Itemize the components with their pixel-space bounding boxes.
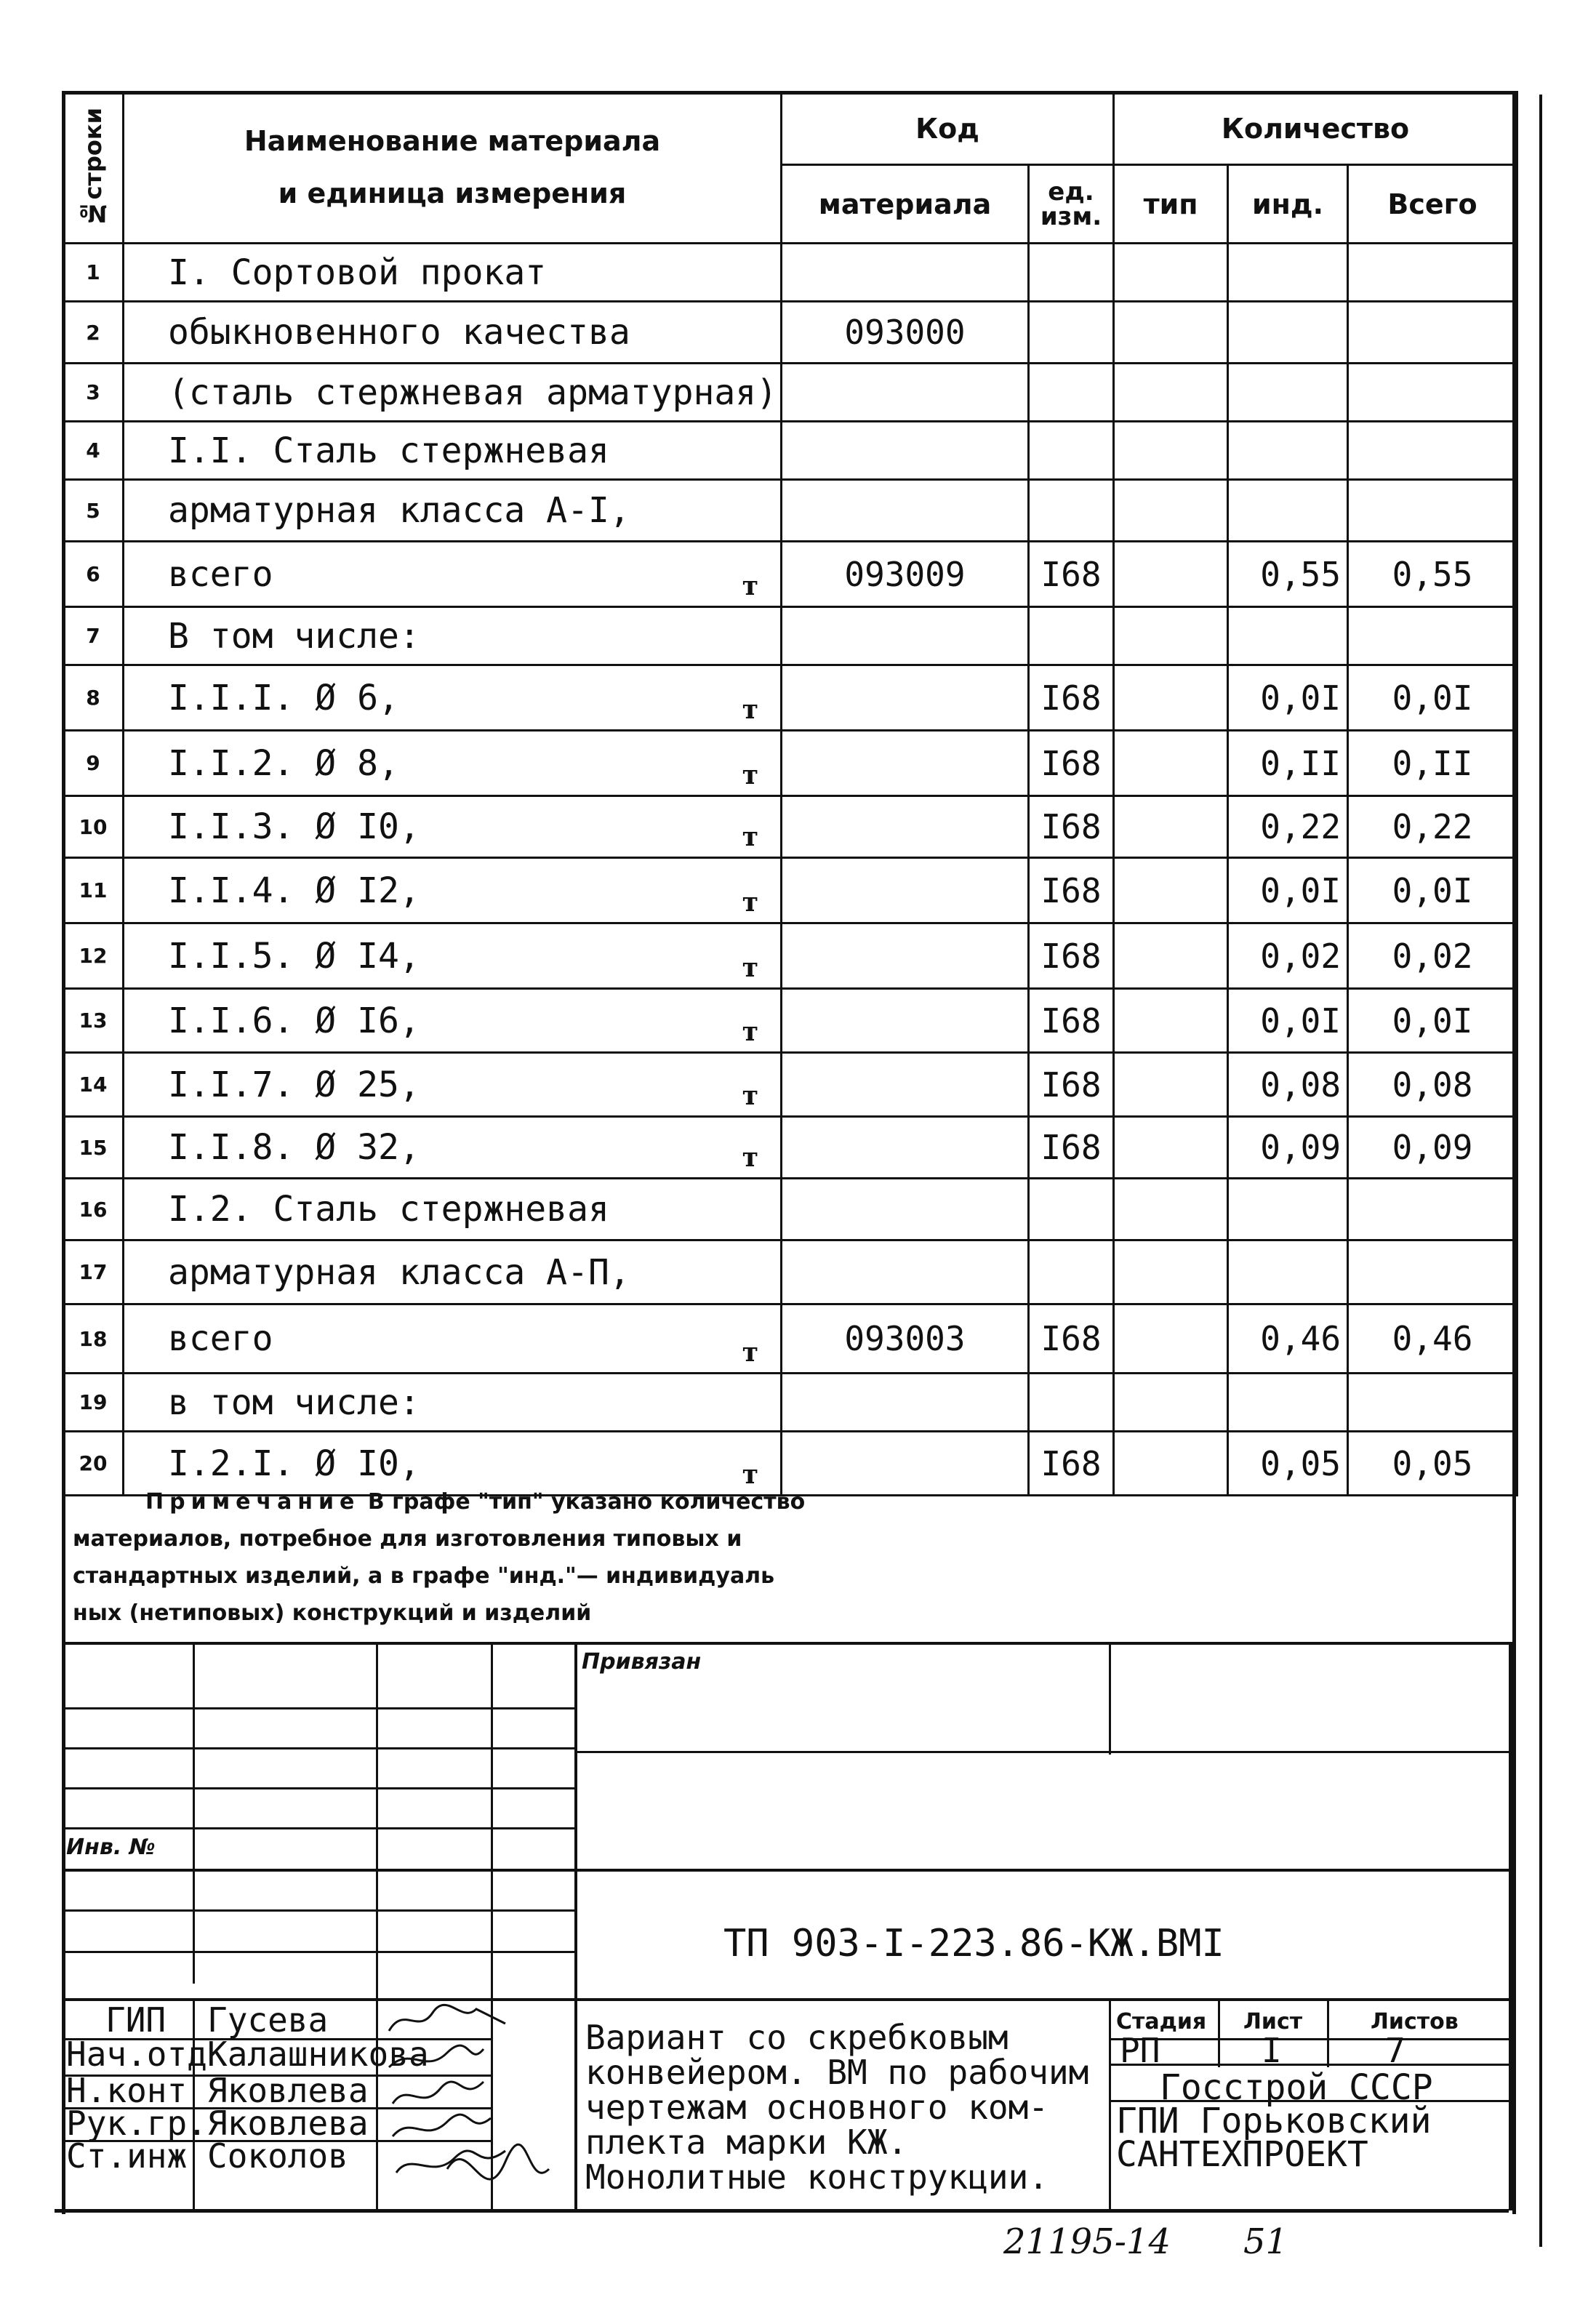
stage-value: РП xyxy=(1120,2031,1160,2070)
material-name: арматурная класса А-П, xyxy=(124,1240,782,1304)
individual-quantity xyxy=(1228,244,1348,302)
table-row xyxy=(63,422,1517,480)
note-line1: В графе "тип" указано количество xyxy=(367,1489,806,1515)
unit-of-measure: т xyxy=(742,1017,758,1047)
material-code xyxy=(782,1053,1029,1117)
total-quantity: 0,08 xyxy=(1348,1053,1517,1117)
individual-quantity: 0,08 xyxy=(1228,1053,1348,1117)
role-gip: ГИП xyxy=(105,2000,167,2040)
unit-of-measure: т xyxy=(742,1142,758,1173)
table-row xyxy=(63,364,1517,422)
total-quantity xyxy=(1348,302,1517,364)
name-head-dept: Калашникова xyxy=(207,2035,429,2074)
type-quantity xyxy=(1114,422,1228,480)
type-quantity xyxy=(1114,1117,1228,1179)
material-code xyxy=(782,244,1029,302)
material-name: (сталь стержневая арматурная) xyxy=(124,364,782,422)
material-code xyxy=(782,796,1029,858)
unit-code xyxy=(1029,1240,1114,1304)
type-quantity xyxy=(1114,364,1228,422)
total-quantity: 0,55 xyxy=(1348,542,1517,607)
individual-quantity: 0,22 xyxy=(1228,796,1348,858)
row-number: 20 xyxy=(63,1432,124,1496)
unit-code: I68 xyxy=(1029,858,1114,923)
table-row xyxy=(63,858,1517,923)
header-material: материала xyxy=(782,165,1029,244)
type-quantity xyxy=(1114,923,1228,989)
row-number: 4 xyxy=(63,422,124,480)
material-code: 093000 xyxy=(782,302,1029,364)
role-head-dept: Нач.отд xyxy=(66,2035,207,2074)
note-line2: материалов, потребное для изготовления типовых и xyxy=(73,1526,742,1552)
right-margin-line xyxy=(1539,95,1542,2247)
total-quantity xyxy=(1348,244,1517,302)
unit-of-measure: т xyxy=(742,822,758,852)
unit-code xyxy=(1029,480,1114,542)
header-name: Наименование материала и единица измерения xyxy=(124,92,782,244)
row-number: 16 xyxy=(63,1179,124,1240)
total-quantity: 0,09 xyxy=(1348,1117,1517,1179)
table-row xyxy=(63,1179,1517,1240)
unit-code xyxy=(1029,244,1114,302)
row-number: 7 xyxy=(63,607,124,665)
attached-label: Привязан xyxy=(582,1649,702,1675)
table-row xyxy=(63,731,1517,796)
unit-code: I68 xyxy=(1029,1304,1114,1374)
individual-quantity xyxy=(1228,1374,1348,1432)
individual-quantity: 0,0I xyxy=(1228,989,1348,1053)
material-code xyxy=(782,1240,1029,1304)
organization: Госстрой СССР ГПИ Горьковский САНТЕХПРОЕКТ xyxy=(1116,2067,1433,2175)
archive-number: 21195-14 xyxy=(1003,2221,1171,2262)
name-norm-control: Яковлева xyxy=(207,2071,369,2110)
type-quantity xyxy=(1114,1053,1228,1117)
material-name: арматурная класса А-I, xyxy=(124,480,782,542)
table-row xyxy=(63,1053,1517,1117)
material-name: I.I.I. Ø 6, т xyxy=(124,665,782,731)
row-number: 2 xyxy=(63,302,124,364)
individual-quantity: 0,0I xyxy=(1228,858,1348,923)
unit-of-measure: т xyxy=(742,571,758,601)
type-quantity xyxy=(1114,796,1228,858)
individual-quantity: 0,0I xyxy=(1228,665,1348,731)
inventory-number-label: Инв. № xyxy=(66,1835,156,1860)
material-code xyxy=(782,607,1029,665)
unit-code: I68 xyxy=(1029,989,1114,1053)
total-quantity xyxy=(1348,1374,1517,1432)
row-number: 10 xyxy=(63,796,124,858)
note-lead: Примечание xyxy=(145,1489,361,1515)
unit-code xyxy=(1029,302,1114,364)
material-name: всего т xyxy=(124,1304,782,1374)
individual-quantity: 0,46 xyxy=(1228,1304,1348,1374)
header-type: тип xyxy=(1114,165,1228,244)
individual-quantity xyxy=(1228,364,1348,422)
material-name: в том числе: xyxy=(124,1374,782,1432)
unit-code: I68 xyxy=(1029,923,1114,989)
unit-of-measure: т xyxy=(742,1337,758,1368)
row-number: 3 xyxy=(63,364,124,422)
type-quantity xyxy=(1114,1240,1228,1304)
name-senior-engineer: Соколов xyxy=(207,2136,348,2176)
material-code xyxy=(782,989,1029,1053)
header-code: Код xyxy=(782,92,1114,165)
type-quantity xyxy=(1114,1179,1228,1240)
individual-quantity: 0,05 xyxy=(1228,1432,1348,1496)
unit-code xyxy=(1029,364,1114,422)
material-name: I.I.8. Ø 32, т xyxy=(124,1117,782,1179)
individual-quantity: 0,55 xyxy=(1228,542,1348,607)
type-quantity xyxy=(1114,989,1228,1053)
table-row xyxy=(63,1117,1517,1179)
total-quantity xyxy=(1348,607,1517,665)
unit-of-measure: т xyxy=(742,887,758,918)
row-number: 9 xyxy=(63,731,124,796)
individual-quantity xyxy=(1228,1240,1348,1304)
type-quantity xyxy=(1114,542,1228,607)
row-number: 15 xyxy=(63,1117,124,1179)
table-row xyxy=(63,665,1517,731)
material-name: всего т xyxy=(124,542,782,607)
individual-quantity xyxy=(1228,480,1348,542)
table-row xyxy=(63,244,1517,302)
unit-of-measure: т xyxy=(742,694,758,725)
unit-of-measure: т xyxy=(742,1459,758,1490)
unit-code xyxy=(1029,422,1114,480)
table-row xyxy=(63,1240,1517,1304)
material-name: I.I.2. Ø 8, т xyxy=(124,731,782,796)
individual-quantity: 0,09 xyxy=(1228,1117,1348,1179)
type-quantity xyxy=(1114,607,1228,665)
unit-code: I68 xyxy=(1029,1432,1114,1496)
title-block xyxy=(62,1642,1512,2210)
table-row xyxy=(63,923,1517,989)
individual-quantity xyxy=(1228,422,1348,480)
row-number: 18 xyxy=(63,1304,124,1374)
header-unit: ед. изм. xyxy=(1029,165,1114,244)
material-code xyxy=(782,422,1029,480)
page-number: 51 xyxy=(1243,2221,1288,2262)
header-total: Всего xyxy=(1348,165,1517,244)
material-name: I.I.5. Ø I4, т xyxy=(124,923,782,989)
table-row xyxy=(63,1304,1517,1374)
role-senior-engineer: Ст.инж xyxy=(66,2136,188,2176)
document-title: Вариант со скребковым конвейером. ВМ по рабочим чертежам основного ком- плекта марки КЖ. Монолитные конструкции. xyxy=(585,2018,1089,2197)
material-name: I.I.3. Ø I0, т xyxy=(124,796,782,858)
individual-quantity: 0,II xyxy=(1228,731,1348,796)
material-code xyxy=(782,1117,1029,1179)
total-quantity xyxy=(1348,480,1517,542)
row-number: 1 xyxy=(63,244,124,302)
material-code xyxy=(782,665,1029,731)
row-number: 11 xyxy=(63,858,124,923)
total-quantity: 0,02 xyxy=(1348,923,1517,989)
unit-of-measure: т xyxy=(742,953,758,983)
unit-code: I68 xyxy=(1029,1117,1114,1179)
signatures-image xyxy=(382,2002,585,2220)
sheets-label: Листов xyxy=(1371,2009,1459,2035)
sheet-label: Лист xyxy=(1243,2009,1303,2035)
row-number: 13 xyxy=(63,989,124,1053)
unit-code: I68 xyxy=(1029,665,1114,731)
total-quantity xyxy=(1348,422,1517,480)
type-quantity xyxy=(1114,302,1228,364)
header-individual: инд. xyxy=(1228,165,1348,244)
role-group-lead: Рук.гр. xyxy=(66,2104,207,2143)
type-quantity xyxy=(1114,1374,1228,1432)
material-name: I. Сортовой прокат xyxy=(124,244,782,302)
total-quantity xyxy=(1348,1240,1517,1304)
table-row xyxy=(63,302,1517,364)
unit-code xyxy=(1029,1179,1114,1240)
unit-of-measure: т xyxy=(742,1081,758,1111)
type-quantity xyxy=(1114,1304,1228,1374)
total-quantity: 0,0I xyxy=(1348,665,1517,731)
material-code xyxy=(782,923,1029,989)
type-quantity xyxy=(1114,665,1228,731)
row-number: 5 xyxy=(63,480,124,542)
material-name: I.2. Сталь стержневая xyxy=(124,1179,782,1240)
unit-code: I68 xyxy=(1029,731,1114,796)
note-block xyxy=(73,1483,1454,1632)
row-number: 14 xyxy=(63,1053,124,1117)
name-gip: Гусева xyxy=(207,2000,329,2040)
material-code xyxy=(782,364,1029,422)
type-quantity xyxy=(1114,244,1228,302)
individual-quantity xyxy=(1228,1179,1348,1240)
stage-label: Стадия xyxy=(1116,2009,1207,2035)
note-line4: ных (нетиповых) конструкций и изделий xyxy=(73,1600,592,1626)
table-row xyxy=(63,542,1517,607)
type-quantity xyxy=(1114,731,1228,796)
bottom-border xyxy=(55,2209,1509,2213)
total-quantity: 0,46 xyxy=(1348,1304,1517,1374)
material-name: обыкновенного качества xyxy=(124,302,782,364)
name-group-lead: Яковлева xyxy=(207,2104,369,2143)
material-code: 093009 xyxy=(782,542,1029,607)
sheets-value: 7 xyxy=(1385,2031,1405,2070)
material-name: I.I.6. Ø I6, т xyxy=(124,989,782,1053)
total-quantity: 0,II xyxy=(1348,731,1517,796)
material-code xyxy=(782,731,1029,796)
row-number: 6 xyxy=(63,542,124,607)
document-code: ТП 903-I-223.86-КЖ.ВМI xyxy=(723,1922,1224,1965)
unit-code xyxy=(1029,1374,1114,1432)
total-quantity: 0,05 xyxy=(1348,1432,1517,1496)
role-norm-control: Н.конт xyxy=(66,2071,188,2110)
unit-of-measure: т xyxy=(742,760,758,790)
sheet-value: I xyxy=(1262,2031,1282,2070)
individual-quantity xyxy=(1228,302,1348,364)
material-code xyxy=(782,480,1029,542)
type-quantity xyxy=(1114,480,1228,542)
material-code: 093003 xyxy=(782,1304,1029,1374)
total-quantity xyxy=(1348,364,1517,422)
table-row xyxy=(63,796,1517,858)
unit-code: I68 xyxy=(1029,542,1114,607)
unit-code xyxy=(1029,607,1114,665)
material-code xyxy=(782,858,1029,923)
row-number: 8 xyxy=(63,665,124,731)
individual-quantity: 0,02 xyxy=(1228,923,1348,989)
material-name: I.I.4. Ø I2, т xyxy=(124,858,782,923)
header-quantity: Количество xyxy=(1114,92,1517,165)
total-quantity: 0,0I xyxy=(1348,858,1517,923)
material-name: I.I. Сталь стержневая xyxy=(124,422,782,480)
material-code xyxy=(782,1374,1029,1432)
total-quantity xyxy=(1348,1179,1517,1240)
row-number: 19 xyxy=(63,1374,124,1432)
material-name: I.I.7. Ø 25, т xyxy=(124,1053,782,1117)
note-line3: стандартных изделий, а в графе "инд."— индивидуаль xyxy=(73,1563,775,1589)
unit-code: I68 xyxy=(1029,796,1114,858)
materials-table xyxy=(62,91,1518,1496)
table-row xyxy=(63,607,1517,665)
individual-quantity xyxy=(1228,607,1348,665)
table-row xyxy=(63,480,1517,542)
total-quantity: 0,22 xyxy=(1348,796,1517,858)
material-name: I.2.I. Ø I0, т xyxy=(124,1432,782,1496)
row-number: 17 xyxy=(63,1240,124,1304)
header-row-no: №строки xyxy=(63,92,124,244)
material-name: В том числе: xyxy=(124,607,782,665)
material-code xyxy=(782,1179,1029,1240)
table-row xyxy=(63,1374,1517,1432)
row-number: 12 xyxy=(63,923,124,989)
total-quantity: 0,0I xyxy=(1348,989,1517,1053)
type-quantity xyxy=(1114,858,1228,923)
unit-code: I68 xyxy=(1029,1053,1114,1117)
table-row xyxy=(63,989,1517,1053)
